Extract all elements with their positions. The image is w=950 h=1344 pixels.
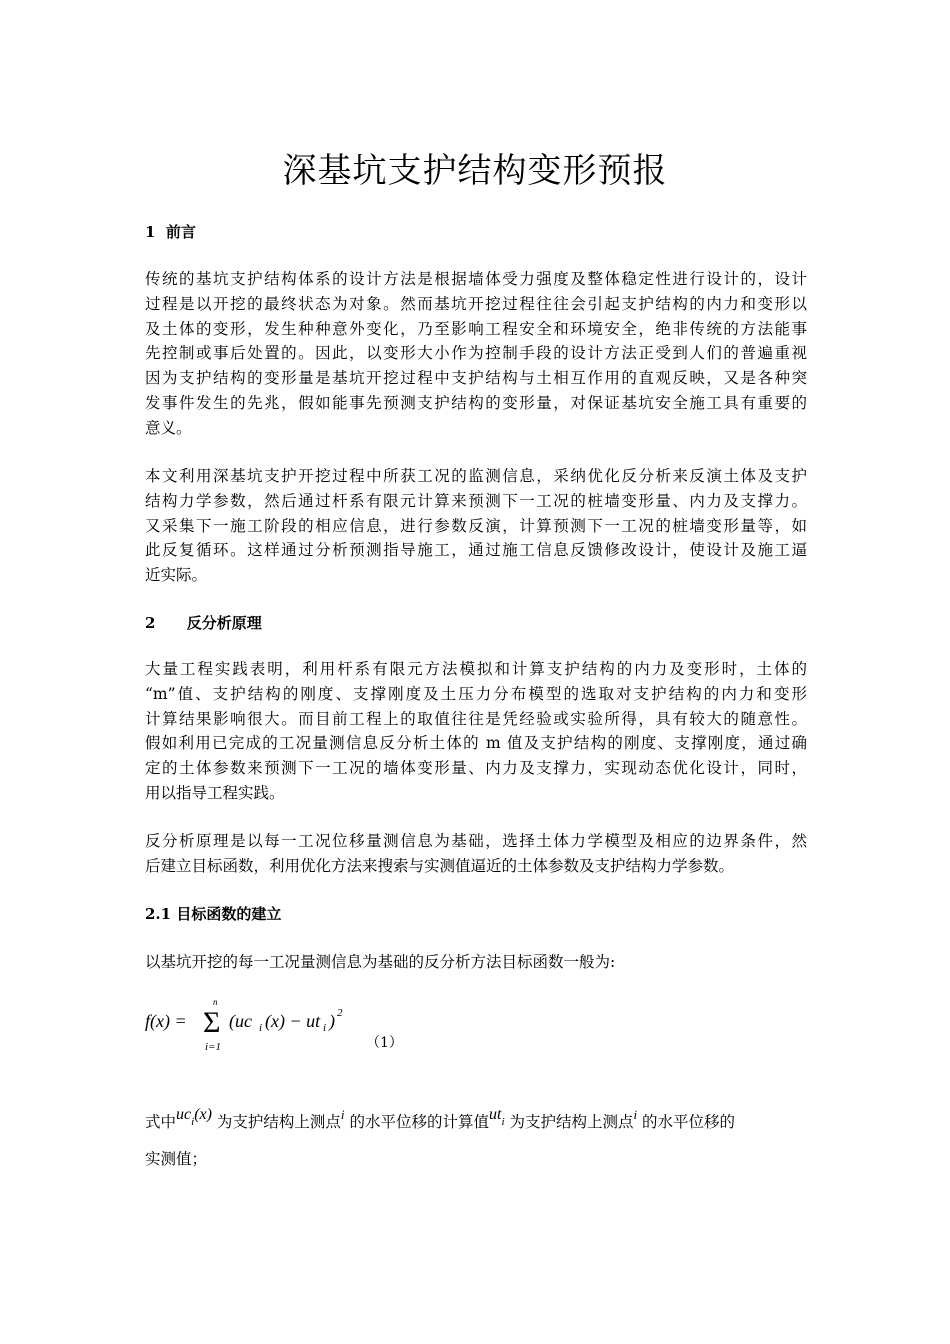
page-title: 深基坑支护结构变形预报: [282, 151, 668, 191]
text-line: 近实际。: [145, 566, 208, 585]
text-segment: 为支护结构上测点: [216, 1113, 341, 1131]
formula-explanation-line-2: [145, 1147, 807, 1172]
text-segment: 的水平位移的: [642, 1113, 736, 1131]
text-line: 后建立目标函数，利用优化方法来搜索与实测值逼近的土体参数及支护结构力学参数。: [145, 856, 735, 875]
section-2-paragraph-1: [145, 657, 807, 806]
formula-explanation: [145, 1103, 807, 1135]
formula-power: 2: [337, 1007, 343, 1019]
text-line: 结构力学参数，然后通过杆系有限元计算来预测下一工况的桩墙变形量、内力及支撑力。: [145, 491, 807, 510]
formula-uc-sub: i: [259, 1022, 263, 1034]
text-line: 计算结果影响很大。而目前工程上的取值往往是凭经验或实验所得，具有较大的随意性。: [145, 709, 807, 728]
text-line: 用以指导工程实践。: [145, 783, 285, 802]
text-line: 实测值；: [145, 1150, 208, 1168]
text-line: 定的土体参数来预测下一工况的墙体变形量、内力及支撑力，实现动态优化设计，同时，: [145, 759, 807, 778]
math-i: i: [633, 1107, 638, 1122]
math-ut: ut: [488, 1106, 502, 1123]
text-line: 过程是以开挖的最终状态为对象。然而基坑开挖过程往往会引起支护结构的内力和变形以: [145, 294, 807, 313]
text-line: 意义。: [145, 418, 192, 437]
section-2-1-heading: 2.1 目标函数的建立: [145, 905, 282, 923]
section-2-1-intro: [145, 950, 807, 975]
text-line: 发事件发生的先兆，假如能事先预测支护结构的变形量，对保证基坑安全施工具有重要的: [145, 393, 807, 412]
sum-symbol-icon: Σ: [203, 1006, 221, 1039]
text-segment: 为支护结构上测点: [509, 1113, 634, 1131]
text-line: 反分析原理是以每一工况位移量测信息为基础，选择土体力学模型及相应的边界条件，然: [145, 832, 807, 850]
section-2-heading: 2 反分析原理: [145, 614, 262, 632]
text-line: 本文利用深基坑支护开挖过程中所获工况的监测信息，采纳优化反分析来反演土体及支护: [145, 467, 807, 485]
text-line: 又采集下一施工阶段的相应信息，进行参数反演，计算预测下一工况的桩墙变形量等，如: [145, 516, 807, 535]
formula-mid: (x) − ut: [265, 1011, 321, 1031]
section-2-paragraph-2: [145, 829, 807, 879]
math-ut-sub: i: [501, 1116, 505, 1128]
section-1-paragraph-2: [145, 464, 807, 588]
formula-sum-upper: n: [213, 998, 218, 1007]
section-1-paragraph-1: [145, 267, 807, 441]
text-line: “m”值、支护结构的刚度、支撑刚度及土压力分布模型的选取对支护结构的内力和变形: [145, 684, 807, 703]
text-line: 因为支护结构的变形量是基坑开挖过程中支护结构与土相互作用的直观反映，又是各种突: [145, 369, 807, 388]
formula-close: ): [329, 1011, 335, 1031]
equation-number: （1）: [366, 1035, 403, 1051]
text-line: 及土体的变形，发生种种意外变化，乃至影响工程安全和环境安全，绝非传统的方法能事: [145, 319, 807, 338]
math-uc: uc: [176, 1106, 192, 1123]
text-line: 大量工程实践表明，利用杆系有限元方法模拟和计算支护结构的内力及变形时，土体的: [145, 660, 807, 678]
math-uc-arg: (x): [194, 1106, 212, 1123]
text-line: 先控制或事后处置的。因此，以变形大小作为控制手段的设计方法正受到人们的普遍重视: [145, 344, 807, 363]
text-line: 传统的基坑支护结构体系的设计方法是根据墙体受力强度及整体稳定性进行设计的，设计: [145, 270, 807, 288]
section-1-heading: 1 前言: [145, 223, 196, 241]
text-line: 此反复循环。这样通过分析预测指导施工，通过施工信息反馈修改设计，使设计及施工逼: [145, 541, 807, 560]
formula-sum-lower: i=1: [205, 1041, 221, 1053]
text-segment: 式中: [145, 1113, 177, 1131]
math-i: i: [340, 1107, 345, 1122]
formula-ut-sub: i: [323, 1022, 327, 1034]
formula-uc: (uc: [229, 1011, 252, 1031]
formula-lhs: f(x) =: [145, 1011, 187, 1031]
text-line: 假如利用已完成的工况量测信息反分析土体的 m 值及支护结构的刚度、支撑刚度，通过确: [145, 734, 807, 753]
math-uc-sub: i: [191, 1116, 195, 1128]
text-line: 以基坑开挖的每一工况量测信息为基础的反分析方法目标函数一般为:: [145, 953, 616, 971]
text-segment: 的水平位移的计算值: [349, 1113, 489, 1131]
